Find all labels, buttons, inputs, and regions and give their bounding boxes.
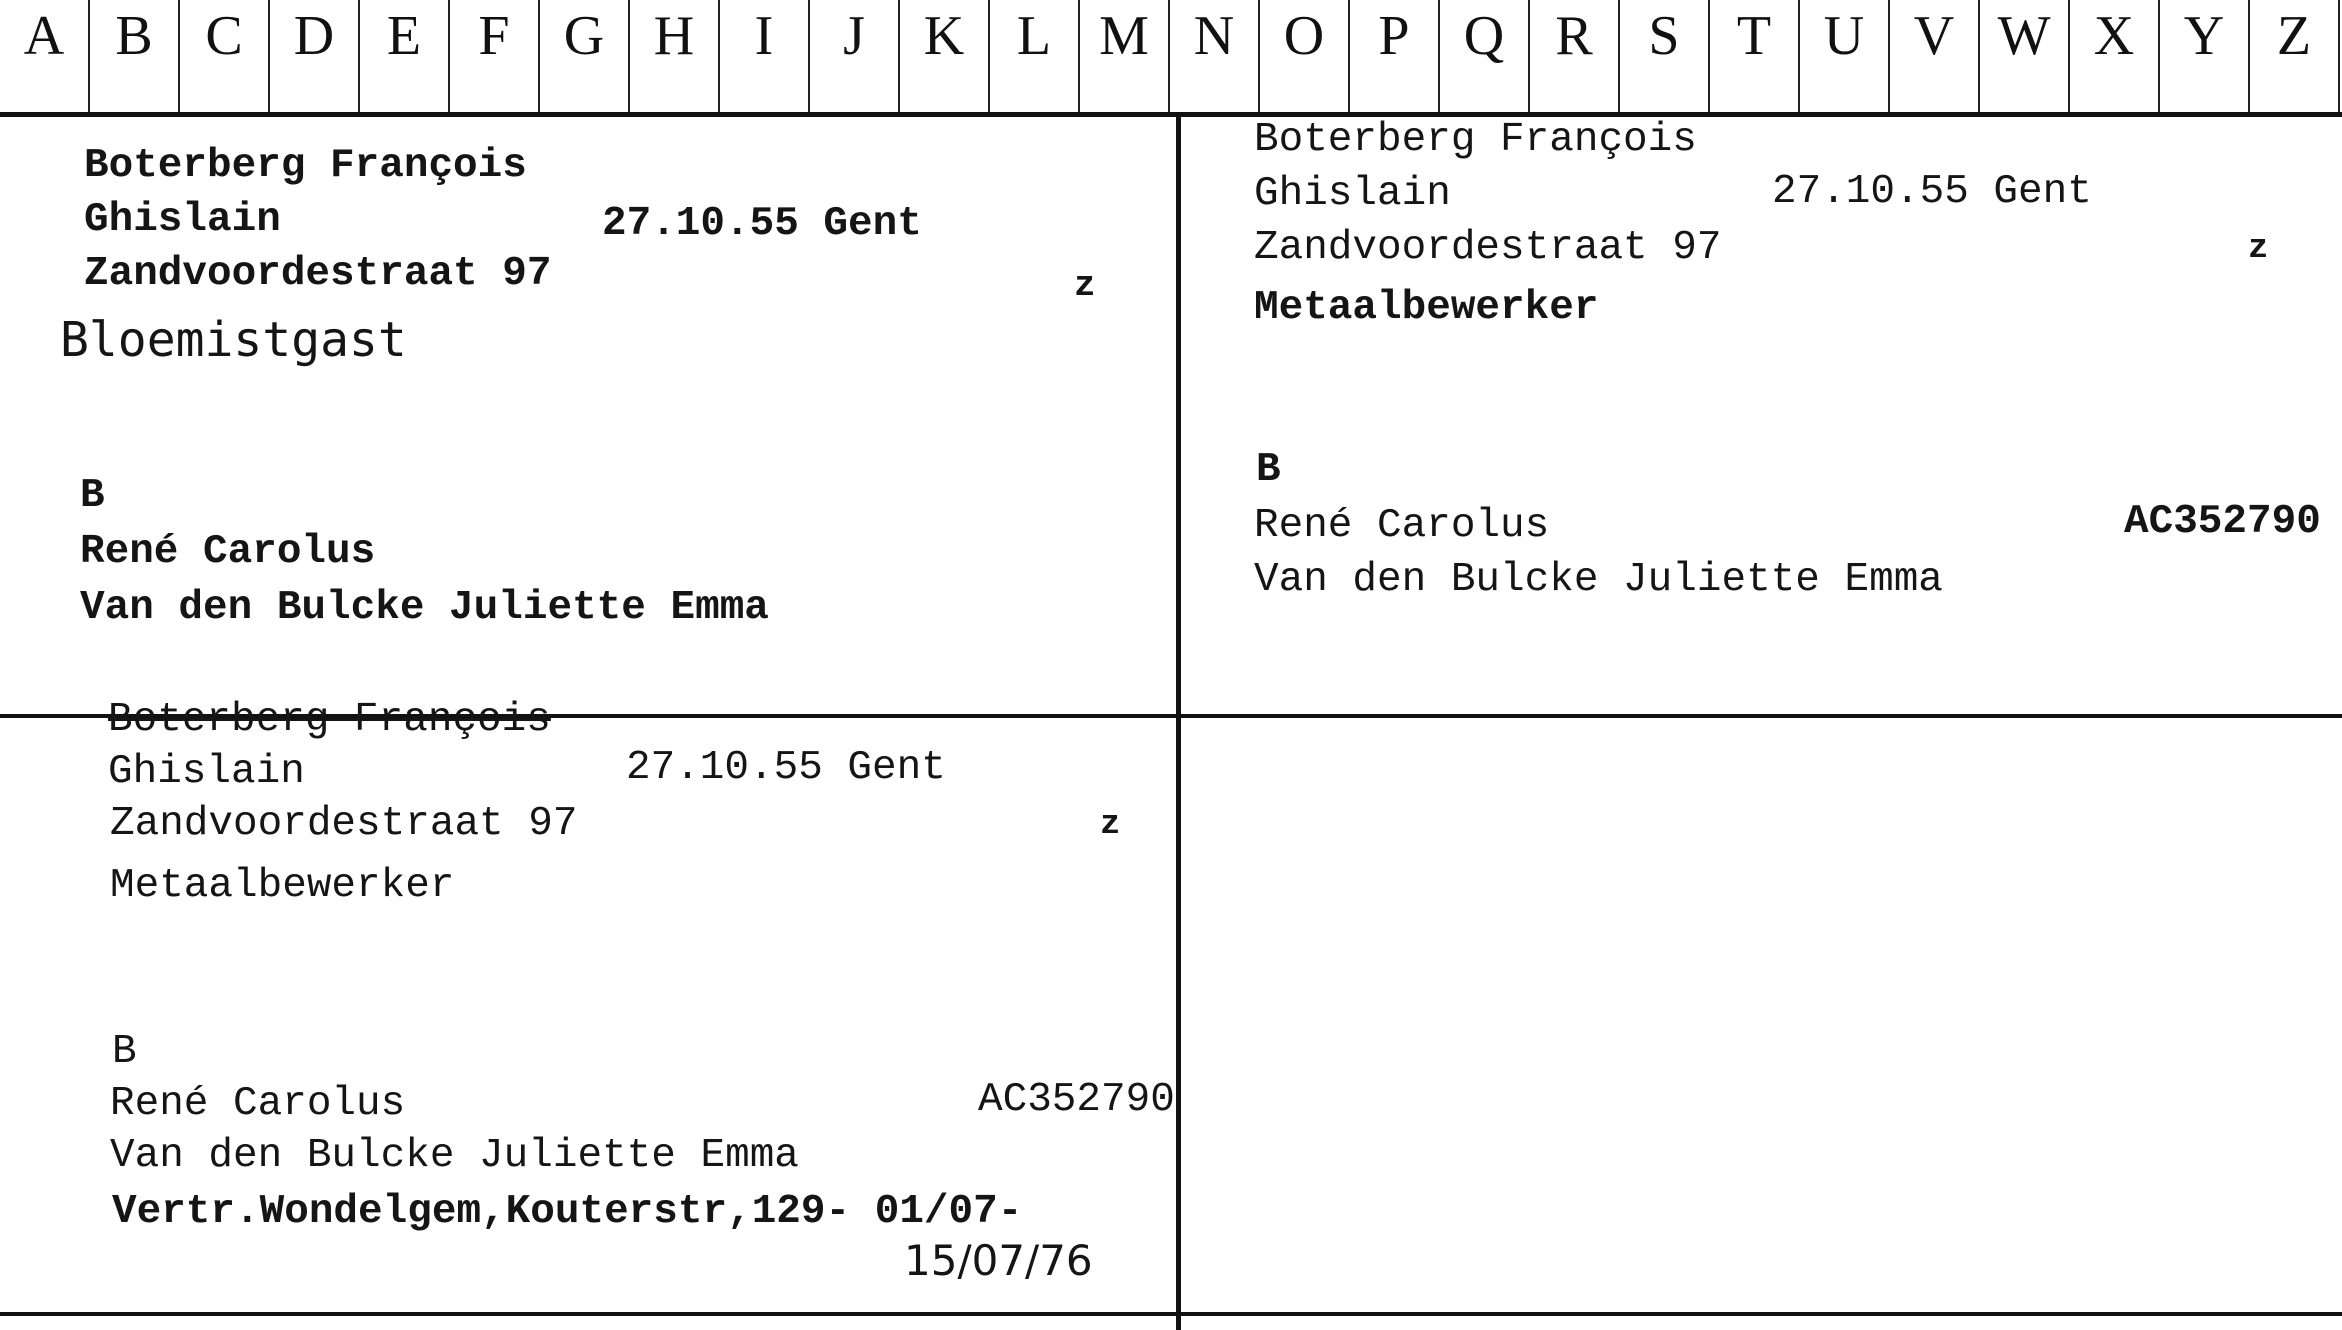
card-address: Zandvoordestraat 97 xyxy=(110,801,578,847)
card-name: Boterberg François xyxy=(108,697,551,743)
card-mother: Van den Bulcke Juliette Emma xyxy=(110,1133,799,1179)
bottom-border-left xyxy=(0,1312,1180,1316)
alphabet-letter-y: Y xyxy=(2160,0,2250,112)
bottom-border-right xyxy=(1180,1312,2342,1316)
card-father: René Carolus xyxy=(110,1081,406,1127)
card-address: Zandvoordestraat 97 xyxy=(84,251,552,297)
card-note: Vertr.Wondelgem,Kouterstr,129- 01/07- xyxy=(112,1189,1023,1235)
alphabet-letter-n: N xyxy=(1170,0,1260,112)
alphabet-letter-d: D xyxy=(270,0,360,112)
alphabet-letter-z: Z xyxy=(2250,0,2340,112)
alphabet-letter-b: B xyxy=(90,0,180,112)
card-given-name: Ghislain xyxy=(84,197,281,243)
alphabet-letter-i: I xyxy=(720,0,810,112)
card-address: Zandvoordestraat 97 xyxy=(1254,225,1722,271)
card-reference: AC352790 xyxy=(2124,499,2321,545)
alphabet-letter-a: A xyxy=(0,0,90,112)
card-code: B xyxy=(1256,447,1281,493)
alphabet-letter-h: H xyxy=(630,0,720,112)
card-occupation: Metaalbewerker xyxy=(110,863,455,909)
card-code: B xyxy=(80,473,105,519)
alphabet-letter-s: S xyxy=(1620,0,1710,112)
alphabet-letter-x: X xyxy=(2070,0,2160,112)
card-mark: z xyxy=(1074,265,1096,306)
card-birth: 27.10.55 Gent xyxy=(626,745,946,791)
alphabet-letter-k: K xyxy=(900,0,990,112)
card-note-date: 15/07/76 xyxy=(904,1236,1093,1285)
alphabet-letter-j: J xyxy=(810,0,900,112)
card-mark: z xyxy=(1100,806,1121,844)
card-occupation: Metaalbewerker xyxy=(1254,285,1599,331)
alphabet-index-strip xyxy=(0,0,2342,117)
alphabet-letter-f: F xyxy=(450,0,540,112)
card-mark: z xyxy=(2248,230,2269,268)
card-birth: 27.10.55 Gent xyxy=(602,201,922,247)
alphabet-letter-g: G xyxy=(540,0,630,112)
alphabet-letter-m: M xyxy=(1080,0,1170,112)
card-given-name: Ghislain xyxy=(108,749,305,795)
card-reference: AC352790 xyxy=(978,1077,1175,1123)
alphabet-letter-c: C xyxy=(180,0,270,112)
alphabet-letter-u: U xyxy=(1800,0,1890,112)
alphabet-letter-q: Q xyxy=(1440,0,1530,112)
card-mother: Van den Bulcke Juliette Emma xyxy=(1254,557,1943,603)
card-name: Boterberg François xyxy=(1254,117,1697,163)
alphabet-letter-v: V xyxy=(1890,0,1980,112)
alphabet-letter-r: R xyxy=(1530,0,1620,112)
card-father: René Carolus xyxy=(80,529,376,575)
card-occupation: Bloemistgast xyxy=(60,312,407,368)
alphabet-letter-t: T xyxy=(1710,0,1800,112)
card-code: B xyxy=(112,1029,137,1075)
card-given-name: Ghislain xyxy=(1254,171,1451,217)
alphabet-letter-p: P xyxy=(1350,0,1440,112)
card-birth: 27.10.55 Gent xyxy=(1772,169,2092,215)
vertical-card-divider xyxy=(1176,114,1181,1330)
card-name: Boterberg François xyxy=(84,143,527,189)
alphabet-letter-o: O xyxy=(1260,0,1350,112)
alphabet-letter-l: L xyxy=(990,0,1080,112)
card-mother: Van den Bulcke Juliette Emma xyxy=(80,585,769,631)
alphabet-letter-w: W xyxy=(1980,0,2070,112)
card-father: René Carolus xyxy=(1254,503,1550,549)
alphabet-letter-e: E xyxy=(360,0,450,112)
